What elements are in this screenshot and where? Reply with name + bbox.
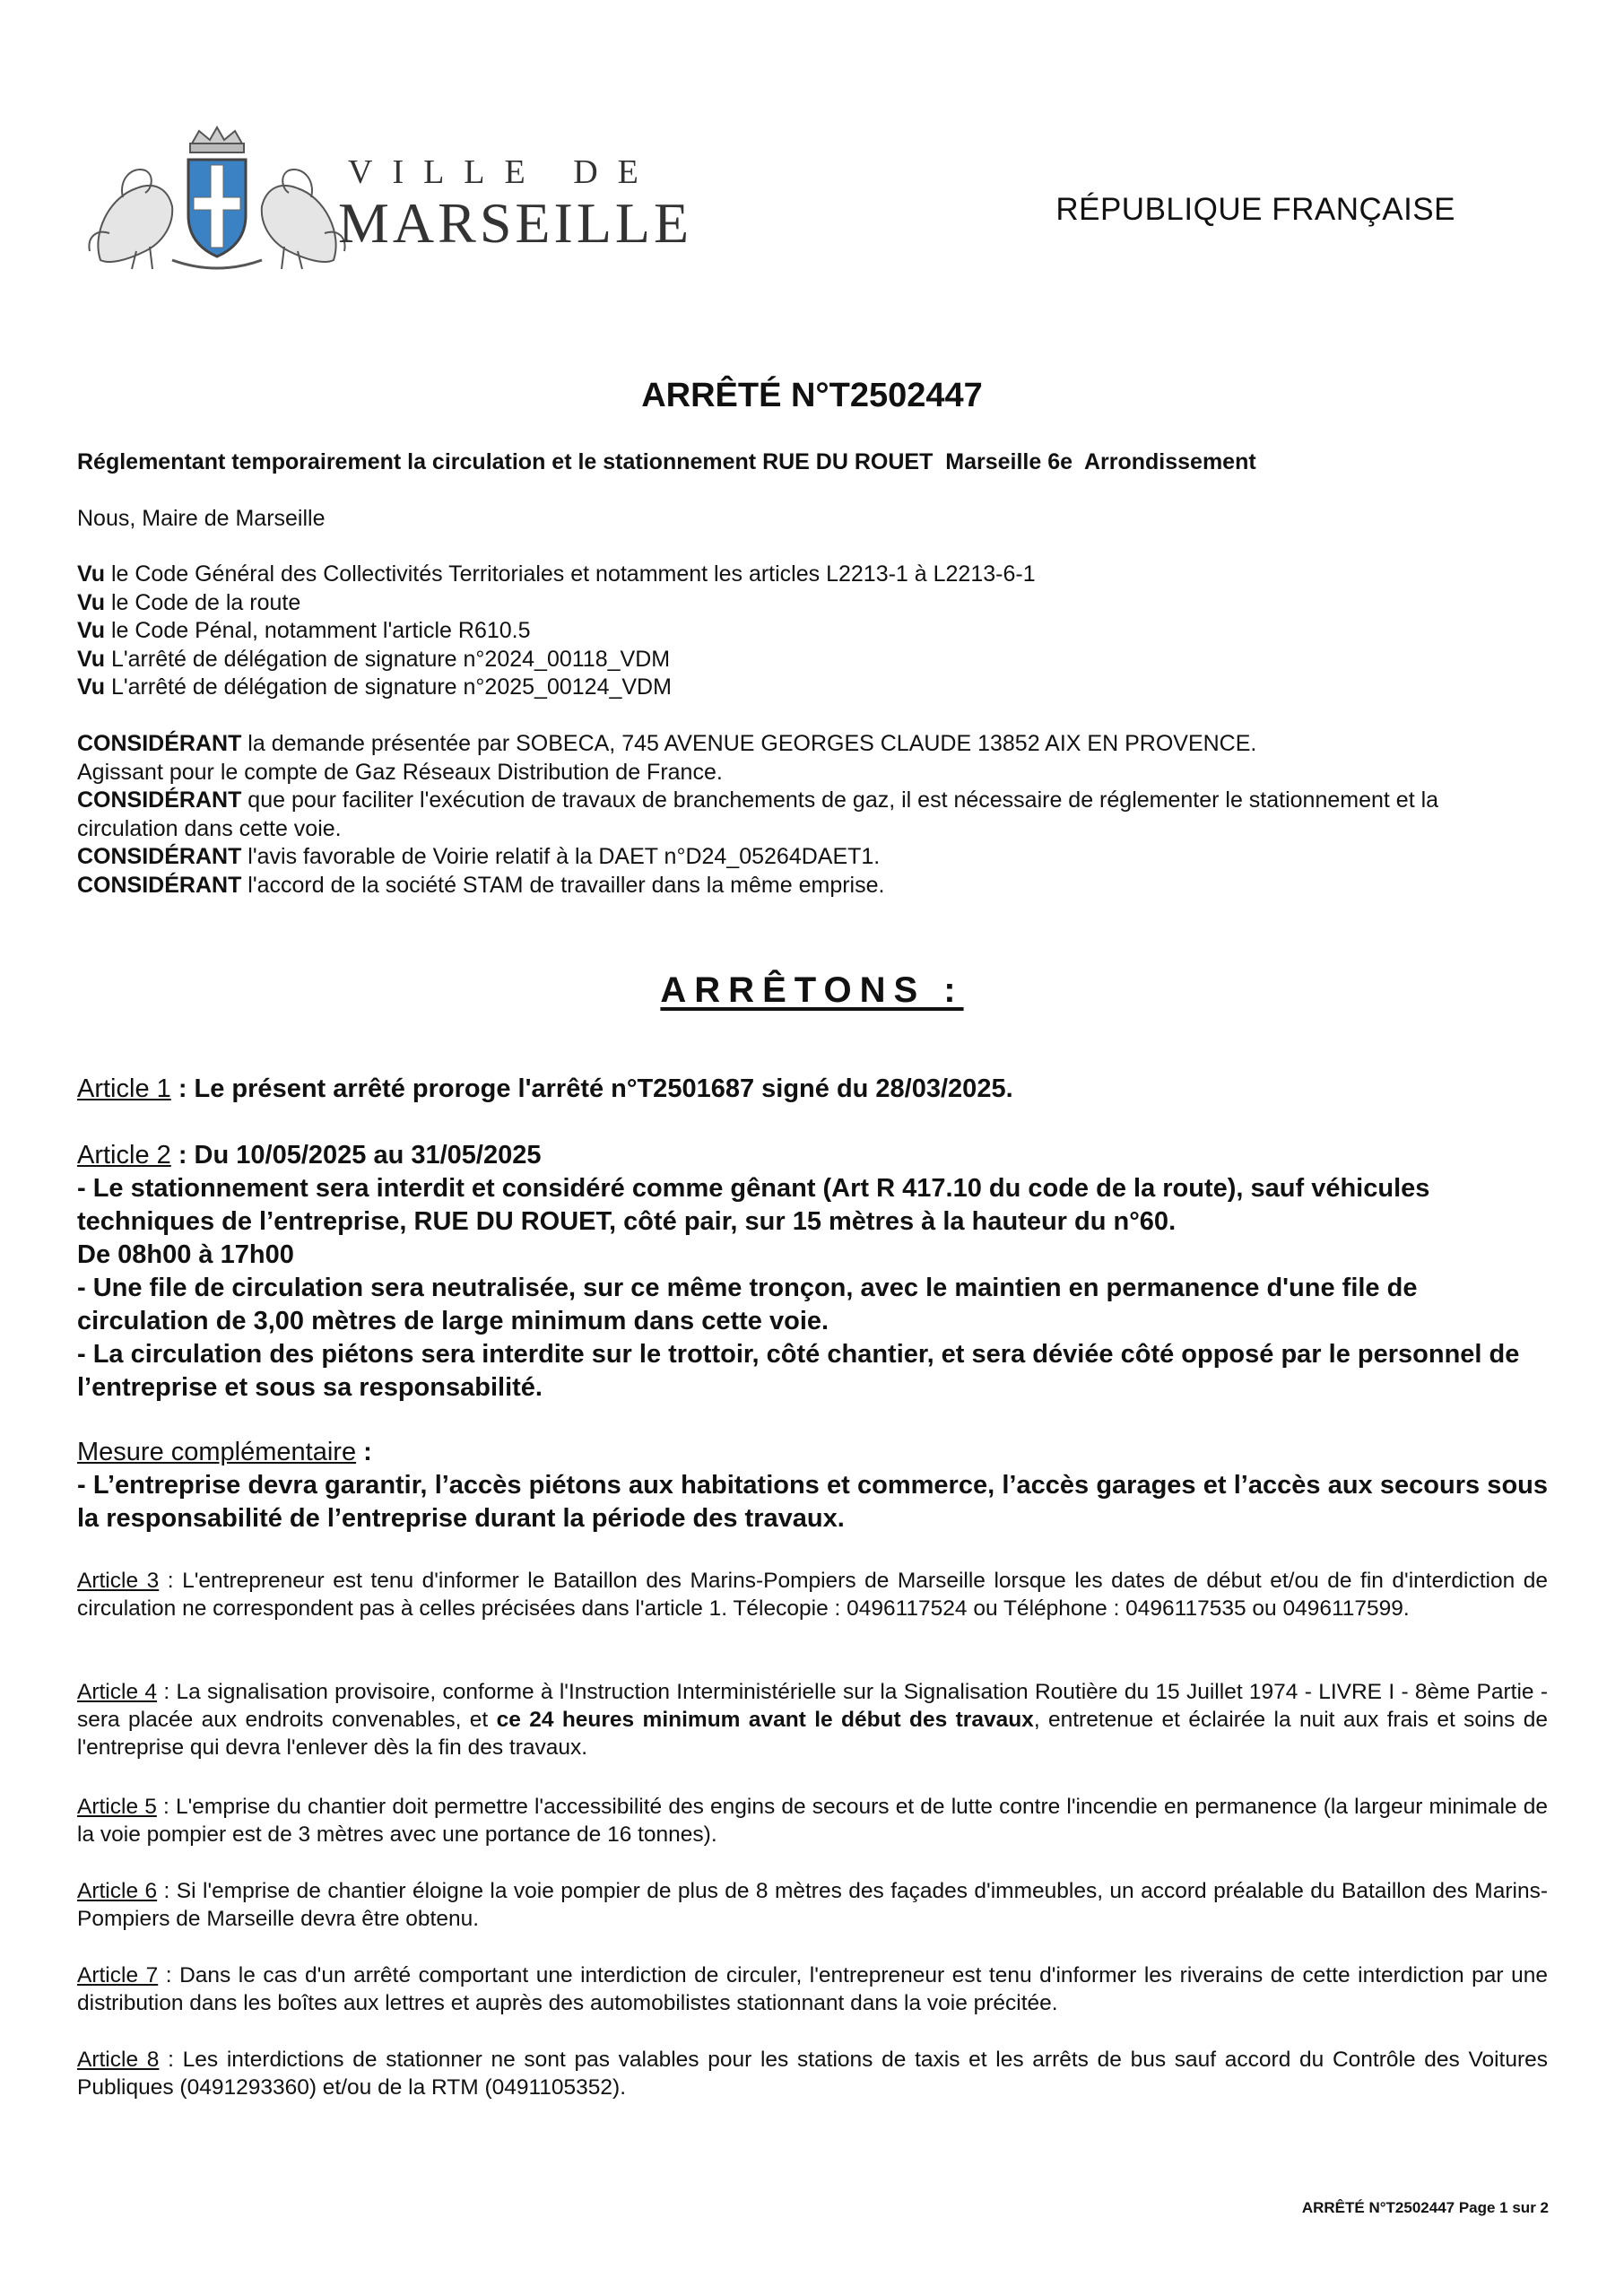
article-3: Article 3 : L'entrepreneur est tenu d'informer le Bataillon des Marins-Pompiers de Marseille lorsque les dates de début et/ou de fin d'interdiction de circulation ne correspondent pas à celles précisées dans l'article 1. Télecopie : 0496117524 ou Téléphone : 0496117535 ou 0496117599. (77, 1569, 1548, 1621)
article-3-label: Article 3 (77, 1569, 160, 1593)
article-7-label: Article 7 (77, 1963, 159, 1987)
arrete-subtitle: Réglementant temporairement la circulation et le stationnement RUE DU ROUET Marseille 6e Arrondissement (77, 449, 1256, 474)
article-8-label: Article 8 (77, 2048, 160, 2072)
considerant-item: CONSIDÉRANT l'accord de la société STAM de travailler dans la même emprise. (77, 872, 885, 898)
article-2: Article 2 : Du 10/05/2025 au 31/05/2025 - Le stationnement sera interdit et considéré comme gênant (Art R 417.10 du code de la route), sauf véhicules techniques de l’entreprise, RUE DU ROUET, côté pair, sur 15 mètres à la hauteur du n°60. De 08h00 à 17h00 - Une file de circulation sera neutralisée, sur ce même tronçon, avec le maintien en permanence d'une file de circulation de 3,00 mètres de large minimum dans cette voie. - La circulation des piétons sera interdite sur le trottoir, côté chantier, et sera déviée côté opposé par le personnel de l’entreprise et sous sa responsabilité. (77, 1139, 1548, 1405)
republique-francaise-heading: RÉPUBLIQUE FRANÇAISE (1055, 192, 1455, 227)
considerant-item: CONSIDÉRANT la demande présentée par SOBECA, 745 AVENUE GEORGES CLAUDE 13852 AIX EN PROVENCE. (77, 731, 1257, 756)
article-2-pietons: - La circulation des piétons sera interdite sur le trottoir, côté chantier, et sera déviée côté opposé par le personnel de l’entreprise et sous sa responsabilité. (77, 1340, 1520, 1402)
intro-line: Nous, Maire de Marseille (77, 506, 326, 531)
mesure-label: Mesure complémentaire (77, 1438, 357, 1466)
article-2-stationnement: - Le stationnement sera interdit et considéré comme gênant (Art R 417.10 du code de la route), sauf véhicules techniques de l’entreprise, RUE DU ROUET, côté pair, sur 15 mètres à la hauteur du n°60. (77, 1174, 1430, 1236)
mesure-complementaire: Mesure complémentaire : - L’entreprise devra garantir, l’accès piétons aux habitations et commerce, l’accès garages et l’accès aux secours sous la responsabilité de l’entreprise durant la période des travaux. (77, 1436, 1548, 1535)
vu-item: Vu le Code de la route (77, 589, 301, 615)
article-2-horaires: De 08h00 à 17h00 (77, 1240, 294, 1269)
logo-text-marseille: MARSEILLE (338, 191, 693, 255)
arrete-title: ARRÊTÉ N°T2502447 (641, 377, 983, 414)
article-1-label: Article 1 (77, 1074, 171, 1103)
article-6-label: Article 6 (77, 1879, 158, 1903)
article-6: Article 6 : Si l'emprise de chantier éloigne la voie pompier de plus de 8 mètres des façades d'immeubles, un accord préalable du Bataillon des Marins-Pompiers de Marseille devra être obtenu. (77, 1879, 1548, 1931)
article-4: Article 4 : La signalisation provisoire, conforme à l'Instruction Interministérielle sur la Signalisation Routière du 15 Juillet 1974 - LIVRE I - 8ème Partie - sera placée aux endroits convenables, et ce 24 heures minimum avant le début des travaux, entretenue et éclairée la nuit aux frais et soins de l'entreprise qui devra l'enlever dès la fin des travaux. (77, 1680, 1548, 1760)
article-1: Article 1 : Le présent arrêté proroge l'arrêté n°T2501687 signé du 28/03/2025. (77, 1074, 1013, 1103)
mesure-text: - L’entreprise devra garantir, l’accès piétons aux habitations et commerce, l’accès garages et l’accès aux secours sous la responsabilité de l’entreprise durant la période des travaux. (77, 1471, 1548, 1533)
vu-item: Vu le Code Général des Collectivités Territoriales et notamment les articles L2213-1 à L2213-6-1 (77, 561, 1036, 587)
page-footer: ARRÊTÉ N°T2502447 Page 1 sur 2 (1301, 2199, 1549, 2216)
vu-item: Vu le Code Pénal, notamment l'article R610.5 (77, 618, 531, 643)
article-8: Article 8 : Les interdictions de stationner ne sont pas valables pour les stations de taxis et les arrêts de bus sauf accord du Contrôle des Voitures Publiques (0491293360) et/ou de la RTM (0491105352). (77, 2048, 1548, 2100)
considerant-item: CONSIDÉRANT l'avis favorable de Voirie relatif à la DAET n°D24_05264DAET1. (77, 844, 881, 869)
article-5: Article 5 : L'emprise du chantier doit permettre l'accessibilité des engins de secours et de lutte contre l'incendie en permanence (la largeur minimale de la voie pompier est de 3 mètres avec une portance de 16 tonnes). (77, 1795, 1548, 1847)
article-7: Article 7 : Dans le cas d'un arrêté comportant une interdiction de circuler, l'entrepreneur est tenu d'informer les riverains de cette interdiction par une distribution dans les boîtes aux lettres et auprès des automobilistes stationnant dans la voie précitée. (77, 1963, 1548, 2015)
vu-item: Vu L'arrêté de délégation de signature n°2024_00118_VDM (77, 646, 671, 672)
vu-list (77, 561, 1548, 702)
article-5-label: Article 5 (77, 1795, 157, 1819)
considerants-list (77, 730, 1548, 900)
article-2-label: Article 2 (77, 1141, 171, 1170)
article-2-circulation: - Une file de circulation sera neutralisée, sur ce même tronçon, avec le maintien en permanence d'une file de circulation de 3,00 mètres de large minimum dans cette voie. (77, 1274, 1418, 1335)
vu-item: Vu L'arrêté de délégation de signature n°2025_00124_VDM (77, 674, 672, 700)
considerant-item: Agissant pour le compte de Gaz Réseaux Distribution de France. (77, 759, 723, 785)
considerant-item: CONSIDÉRANT que pour faciliter l'exécution de travaux de branchements de gaz, il est nécessaire de réglementer le stationnement et la circulation dans cette voie. (77, 787, 1439, 841)
arretons-heading: ARRÊTONS : (660, 970, 964, 1010)
logo-text-ville-de: VILLE DE (348, 153, 658, 191)
article-4-label: Article 4 (77, 1680, 158, 1704)
